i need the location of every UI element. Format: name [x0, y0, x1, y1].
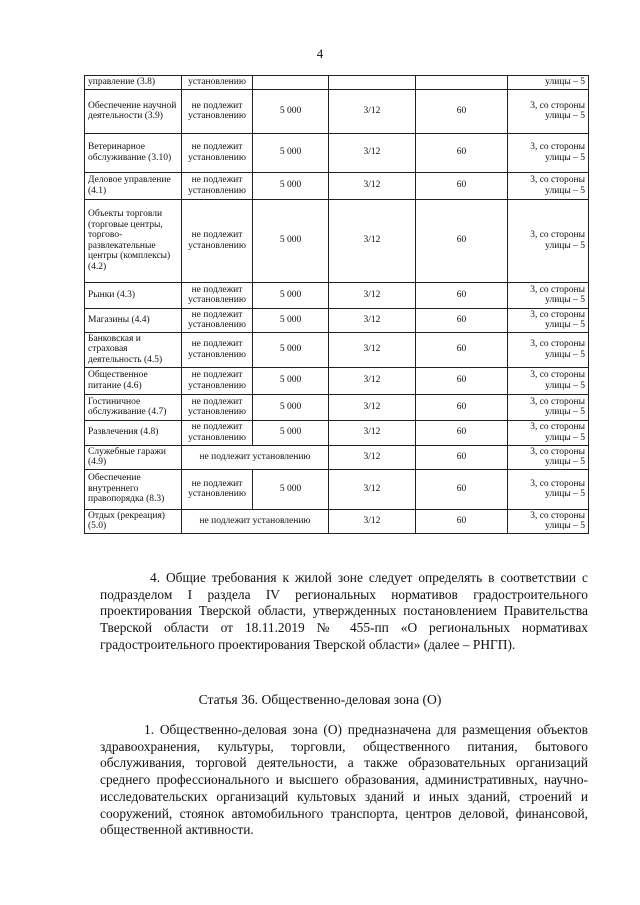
table-row	[85, 76, 589, 90]
table-row	[85, 367, 589, 394]
cell-max-area: 5 000	[253, 89, 329, 133]
table-row	[85, 133, 589, 172]
cell-floors-height	[329, 76, 416, 90]
cell-build-percent: 60	[416, 509, 508, 533]
cell-build-percent: 60	[416, 445, 508, 469]
cell-setback: 3, со стороны улицы – 5	[508, 89, 589, 133]
cell-build-percent: 60	[416, 199, 508, 282]
cell-setback: 3, со стороны улицы – 5	[508, 199, 589, 282]
cell-build-percent: 60	[416, 133, 508, 172]
cell-build-percent: 60	[416, 394, 508, 420]
cell-max-area: 5 000	[253, 332, 329, 367]
cell-use-type: Магазины (4.4)	[85, 308, 182, 332]
cell-floors-height: 3/12	[329, 199, 416, 282]
cell-min-area: не подлежит установлению	[182, 367, 253, 394]
cell-build-percent: 60	[416, 469, 508, 509]
cell-build-percent: 60	[416, 420, 508, 445]
cell-area-not-set: не подлежит установлению	[182, 509, 329, 533]
cell-min-area: не подлежит установлению	[182, 469, 253, 509]
cell-use-type: Обеспечение внутреннего правопорядка (8.3)	[85, 469, 182, 509]
cell-floors-height: 3/12	[329, 445, 416, 469]
cell-build-percent: 60	[416, 367, 508, 394]
table-row	[85, 199, 589, 282]
cell-floors-height: 3/12	[329, 89, 416, 133]
cell-floors-height: 3/12	[329, 420, 416, 445]
cell-setback: 3, со стороны улицы – 5	[508, 172, 589, 199]
cell-max-area: 5 000	[253, 420, 329, 445]
cell-floors-height: 3/12	[329, 332, 416, 367]
cell-use-type: управление (3.8)	[85, 76, 182, 90]
table-row	[85, 420, 589, 445]
cell-floors-height: 3/12	[329, 367, 416, 394]
cell-max-area: 5 000	[253, 282, 329, 308]
cell-min-area: не подлежит установлению	[182, 332, 253, 367]
table-row	[85, 445, 589, 469]
cell-use-type: Банковская и страховая деятельность (4.5)	[85, 332, 182, 367]
article-heading: Статья 36. Общественно-деловая зона (О)	[198, 692, 442, 707]
cell-setback: 3, со стороны улицы – 5	[508, 509, 589, 533]
cell-setback: 3, со стороны улицы – 5	[508, 308, 589, 332]
table-row	[85, 89, 589, 133]
paragraph-4	[100, 570, 588, 654]
cell-min-area: установлению	[182, 76, 253, 90]
cell-floors-height: 3/12	[329, 172, 416, 199]
cell-max-area: 5 000	[253, 199, 329, 282]
table-row	[85, 509, 589, 533]
cell-floors-height: 3/12	[329, 282, 416, 308]
cell-build-percent: 60	[416, 308, 508, 332]
cell-max-area: 5 000	[253, 172, 329, 199]
cell-use-type: Рынки (4.3)	[85, 282, 182, 308]
cell-build-percent	[416, 76, 508, 90]
cell-min-area: не подлежит установлению	[182, 133, 253, 172]
cell-min-area: не подлежит установлению	[182, 308, 253, 332]
table-row	[85, 332, 589, 367]
cell-use-type: Общественное питание (4.6)	[85, 367, 182, 394]
cell-use-type: Гостиничное обслуживание (4.7)	[85, 394, 182, 420]
cell-use-type: Развлечения (4.8)	[85, 420, 182, 445]
cell-use-type: Объекты торговли (торговые центры, торгово-развлекательные центры (комплексы) (4.2)	[85, 199, 182, 282]
cell-min-area: не подлежит установлению	[182, 394, 253, 420]
cell-use-type: Деловое управление (4.1)	[85, 172, 182, 199]
cell-use-type: Ветеринарное обслуживание (3.10)	[85, 133, 182, 172]
cell-min-area: не подлежит установлению	[182, 282, 253, 308]
cell-min-area: не подлежит установлению	[182, 420, 253, 445]
table-row	[85, 469, 589, 509]
cell-use-type: Обеспечение научной деятельности (3.9)	[85, 89, 182, 133]
cell-setback: улицы – 5	[508, 76, 589, 90]
cell-max-area: 5 000	[253, 133, 329, 172]
cell-use-type: Служебные гаражи (4.9)	[85, 445, 182, 469]
cell-build-percent: 60	[416, 282, 508, 308]
table-row	[85, 172, 589, 199]
cell-setback: 3, со стороны улицы – 5	[508, 445, 589, 469]
cell-max-area	[253, 76, 329, 90]
paragraph-1	[100, 722, 588, 839]
cell-build-percent: 60	[416, 89, 508, 133]
paragraph-1-text: 1. Общественно-деловая зона (О) предназначена для размещения объектов здравоохранения, культуры, торговли, общественного питания, бытового обслуживания, торговой деятельности, а также образовательных организаций среднего профессионального и высшего образования, административных, научно-исследовательских организаций культовых зданий и иных зданий, строений и сооружений, стоянок автомобильного транспорта, центров деловой, финансовой, общественной активности.	[100, 722, 588, 838]
page-number: 4	[316, 46, 324, 61]
cell-max-area: 5 000	[253, 367, 329, 394]
cell-use-type: Отдых (рекреация) (5.0)	[85, 509, 182, 533]
cell-max-area: 5 000	[253, 469, 329, 509]
cell-setback: 3, со стороны улицы – 5	[508, 420, 589, 445]
table-row	[85, 282, 589, 308]
cell-setback: 3, со стороны улицы – 5	[508, 282, 589, 308]
cell-floors-height: 3/12	[329, 308, 416, 332]
cell-floors-height: 3/12	[329, 133, 416, 172]
cell-floors-height: 3/12	[329, 394, 416, 420]
cell-setback: 3, со стороны улицы – 5	[508, 469, 589, 509]
zone-parameters-table	[84, 75, 589, 534]
cell-min-area: не подлежит установлению	[182, 172, 253, 199]
cell-max-area: 5 000	[253, 394, 329, 420]
paragraph-4-text: 4. Общие требования к жилой зоне следует определять в соответствии с подразделом I раздела IV региональных нормативов градостроительного проектирования Тверской области, утвержденных постановлением Правительства Тверской области от 18.11.2019 № 455-пп «О региональных нормативах градостроительного проектирования Тверской области» (далее – РНГП).	[100, 570, 588, 652]
cell-build-percent: 60	[416, 172, 508, 199]
cell-setback: 3, со стороны улицы – 5	[508, 332, 589, 367]
cell-floors-height: 3/12	[329, 509, 416, 533]
cell-max-area: 5 000	[253, 308, 329, 332]
cell-setback: 3, со стороны улицы – 5	[508, 367, 589, 394]
cell-area-not-set: не подлежит установлению	[182, 445, 329, 469]
cell-setback: 3, со стороны улицы – 5	[508, 133, 589, 172]
table-row	[85, 308, 589, 332]
cell-setback: 3, со стороны улицы – 5	[508, 394, 589, 420]
cell-build-percent: 60	[416, 332, 508, 367]
table-row	[85, 394, 589, 420]
cell-floors-height: 3/12	[329, 469, 416, 509]
cell-min-area: не подлежит установлению	[182, 199, 253, 282]
cell-min-area: не подлежит установлению	[182, 89, 253, 133]
